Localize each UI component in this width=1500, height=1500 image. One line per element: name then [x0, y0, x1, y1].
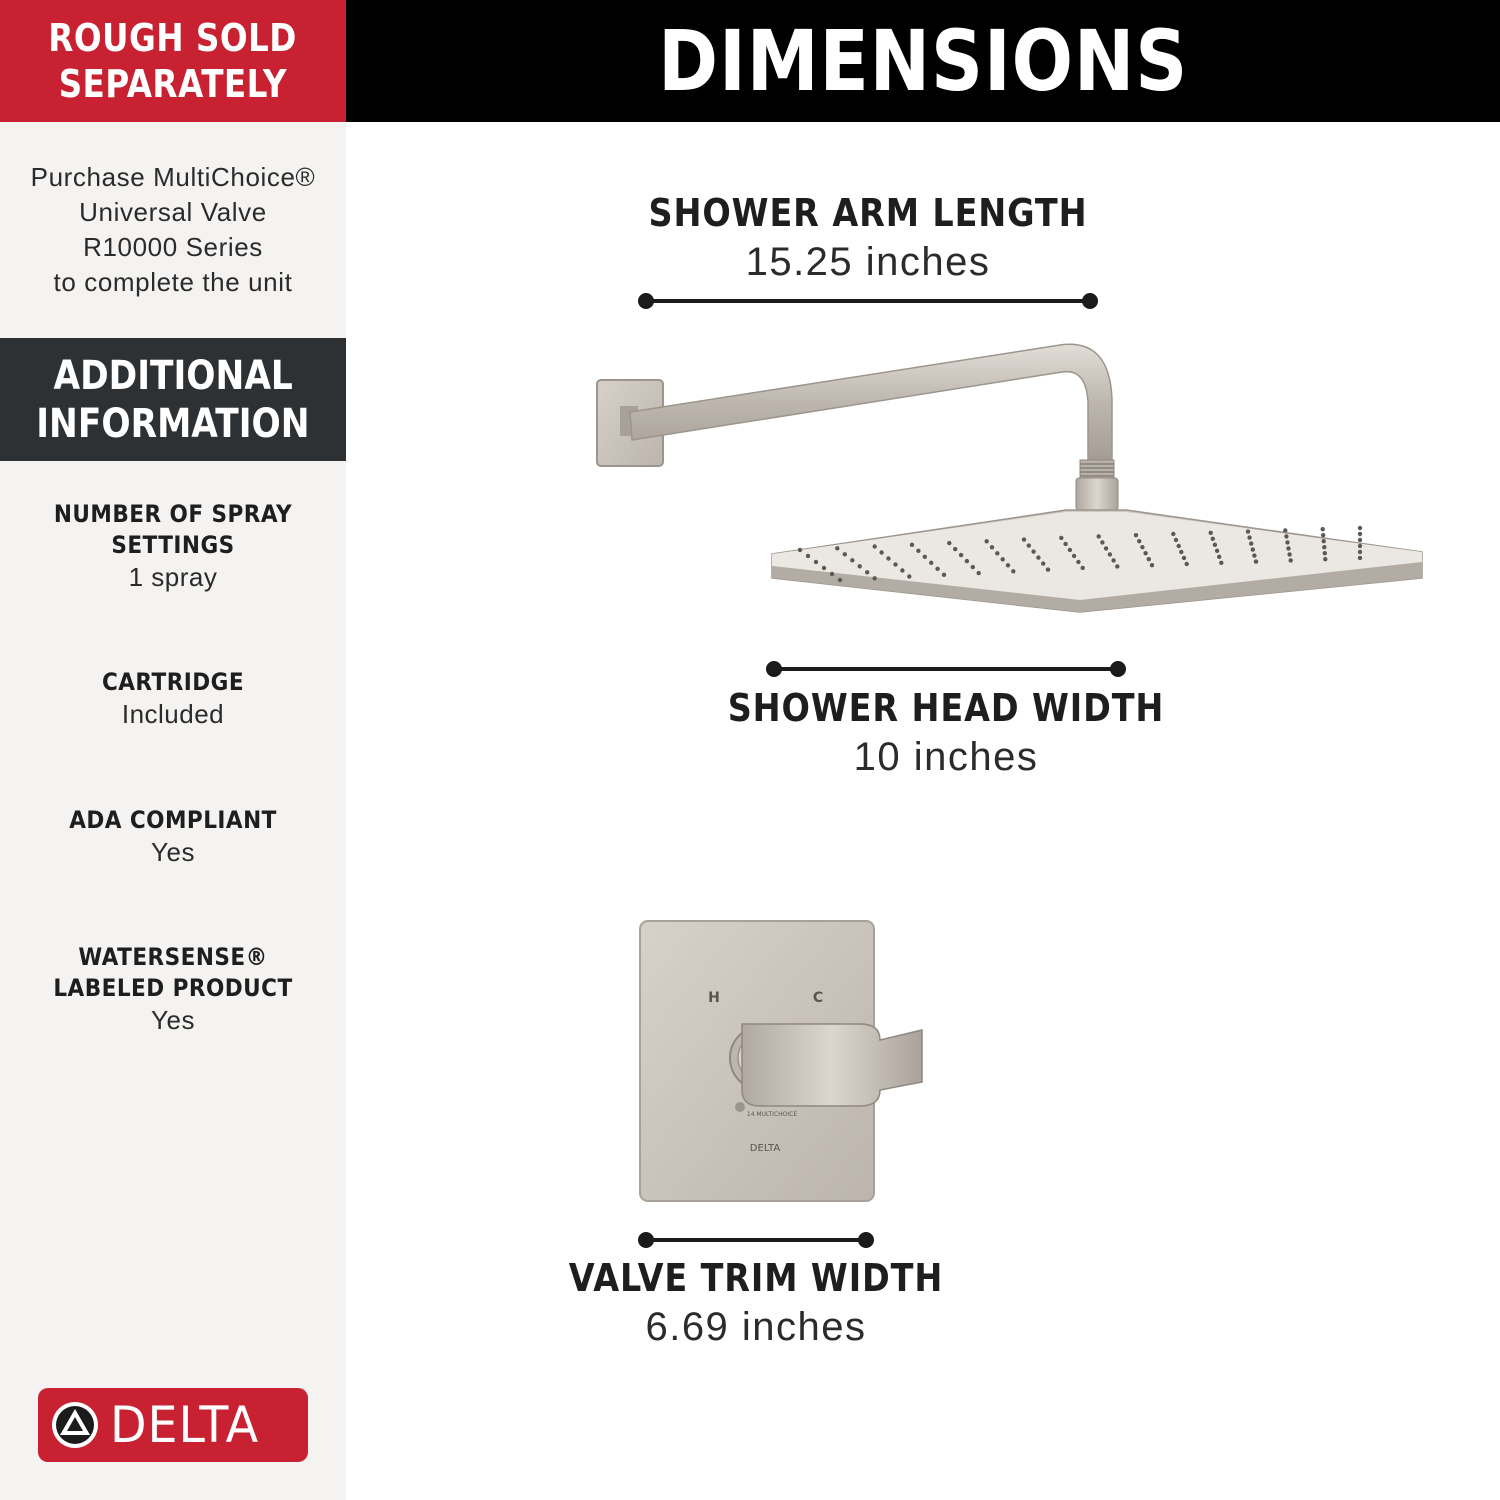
- additional-information-banner: [0, 338, 346, 461]
- purchase-line: Purchase MultiChoice®: [30, 162, 316, 192]
- spec-cartridge: [0, 667, 346, 730]
- purchase-line: to complete the unit: [53, 267, 293, 297]
- banner-line-1: ROUGH SOLD: [48, 16, 298, 60]
- info-title-line-1: ADDITIONAL: [53, 352, 293, 399]
- hot-marking: H: [708, 990, 720, 1006]
- head-width-dimension: [696, 684, 1196, 782]
- cartridge-marking: 14 MULTICHOICE: [746, 1111, 798, 1118]
- delta-triangle-icon: [50, 1400, 100, 1450]
- spec-value: Yes: [151, 837, 195, 867]
- valve-trim: [640, 921, 922, 1201]
- valve-width-measure-line: [638, 1232, 874, 1248]
- spec-label: WATERSENSE®: [78, 943, 268, 971]
- page-title: DIMENSIONS: [658, 12, 1188, 110]
- spec-ada-compliant: [0, 805, 346, 868]
- logo-wordmark: DELTA: [110, 1396, 260, 1454]
- spec-watersense: [0, 942, 346, 1036]
- dimension-value: 15.25 inches: [745, 240, 991, 284]
- dimension-label: SHOWER ARM LENGTH: [648, 191, 1088, 235]
- dimension-value: 6.69 inches: [645, 1305, 867, 1349]
- rough-sold-separately-banner: [0, 0, 346, 122]
- spec-value: 1 spray: [128, 562, 218, 592]
- spec-label: CARTRIDGE: [101, 668, 245, 696]
- sidebar: [0, 0, 346, 1500]
- delta-logo: [38, 1388, 308, 1462]
- valve-width-dimension: [506, 1254, 1006, 1352]
- dimension-label: SHOWER HEAD WIDTH: [727, 686, 1165, 730]
- purchase-note: [0, 160, 346, 300]
- cold-marking: C: [812, 990, 824, 1006]
- spec-label: NUMBER OF SPRAY: [53, 500, 293, 528]
- page-header: [346, 0, 1500, 122]
- shower-head: [772, 510, 1422, 612]
- dimension-value: 10 inches: [853, 735, 1039, 779]
- dimension-label: VALVE TRIM WIDTH: [568, 1256, 944, 1300]
- arm-length-dimension: [618, 189, 1118, 287]
- spec-label: ADA COMPLIANT: [69, 806, 277, 834]
- banner-line-2: SEPARATELY: [58, 62, 288, 106]
- spec-label: SETTINGS: [111, 531, 235, 559]
- arm-length-measure-line: [638, 293, 1098, 309]
- valve-brand-marking: DELTA: [749, 1143, 781, 1154]
- spec-label: LABELED PRODUCT: [53, 974, 293, 1002]
- head-width-measure-line: [766, 661, 1126, 677]
- spec-spray-settings: [0, 499, 346, 593]
- spec-value: Yes: [151, 1005, 195, 1035]
- info-title-line-2: INFORMATION: [36, 400, 310, 447]
- spec-value: Included: [121, 699, 225, 729]
- purchase-line: Universal Valve: [79, 197, 267, 227]
- purchase-line: R10000 Series: [83, 232, 263, 262]
- shower-arm: [597, 344, 1118, 510]
